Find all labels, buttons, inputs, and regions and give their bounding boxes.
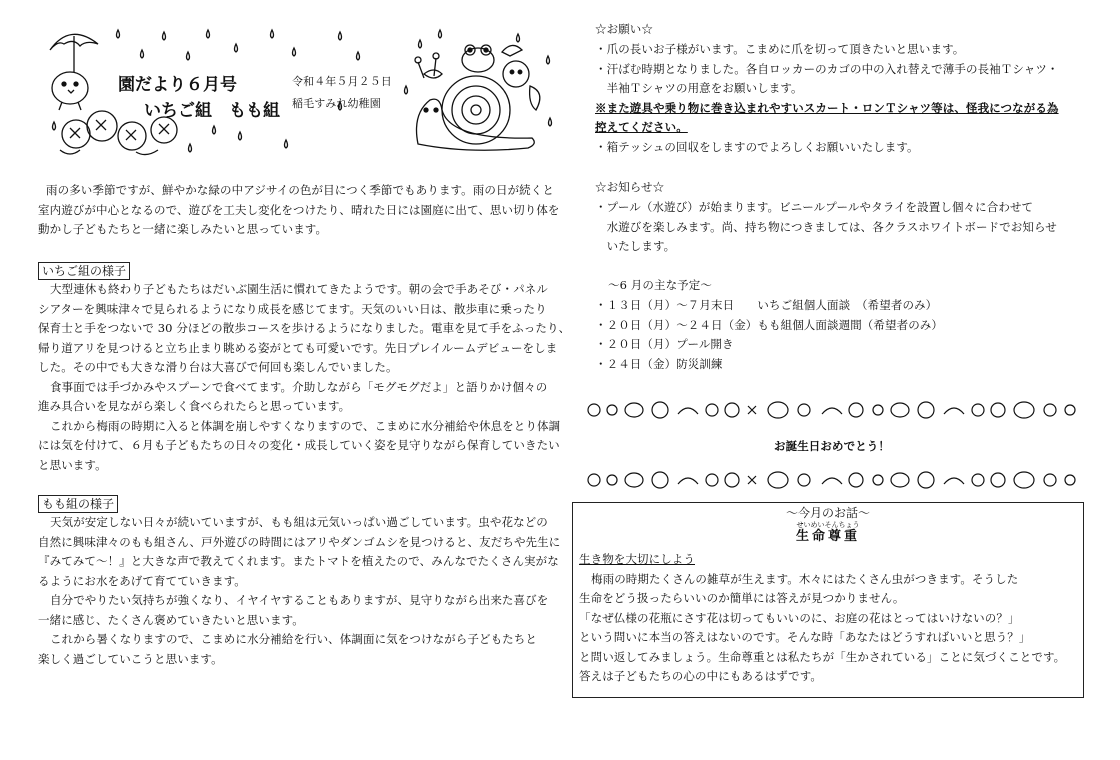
class-names: いちご組 もも組: [144, 101, 280, 121]
schedule-title: ～6 月の主な予定～: [608, 278, 712, 292]
request-warning-line: 控えてください。: [595, 120, 688, 134]
story-line: 答えは子どもたちの心の中にもあるはずです。: [579, 669, 823, 683]
notices-section: [595, 198, 1057, 257]
requests-heading: ☆お願い☆: [595, 22, 653, 36]
notice-line: ・プール（水遊び）が始まります。ビニールプールやタライを設置し個々に合わせて: [595, 200, 1034, 214]
story-title: 生命尊重: [795, 529, 860, 544]
notices-heading: ☆お知らせ☆: [595, 180, 665, 194]
schedule-item: ・２４日（金）防災訓練: [595, 356, 723, 371]
story-line: 生命をどう扱ったらいいのか簡単には答えが見つかりません。: [579, 591, 905, 605]
momo-section: [38, 513, 560, 669]
momo-line: 天気が安定しない日々が続いていますが、もも組は元気いっぱい過ごしています。虫や花などの: [50, 515, 548, 529]
momo-line: 『みてみて～！』と大きな声で教えてくれます。またトマトを植えたので、みんなでたくさん実がな: [38, 554, 559, 568]
ichigo-heading: いちご組の様子: [38, 262, 130, 280]
ichigo-line: 大型連休も終わり子どもたちはだいぶ園生活に慣れてきたようです。朝の会で手あそび・パネル: [50, 282, 548, 296]
ichigo-line: 進み具合いを見ながら楽しく食べられたらと思っています。: [38, 399, 351, 413]
schedule-item: ・２０日（月）～２４日（金）もも組個人面談週間（希望者のみ）: [595, 317, 943, 332]
intro-paragraph: [38, 181, 560, 240]
momo-line: るようにお水をあげて育てていきます。: [38, 573, 246, 588]
story-line: 梅雨の時期たくさんの雑草が生えます。木々にはたくさん虫がつきます。そうした: [591, 571, 1019, 586]
story-line: と問い返してみましょう。生命尊重とは私たちが「生かされている」ことに気づくことです。: [579, 649, 1066, 664]
ichigo-line: これから梅雨の時期に入ると体調を崩しやすくなりますので、こまめに水分補給や休息をとり体調: [50, 418, 561, 433]
newsletter-title: 園だより６月号: [118, 75, 237, 95]
intro-line: 雨の多い季節ですが、鮮やかな緑の中アジサイの色が目につく季節でもあります。雨の日が続くと: [46, 183, 554, 197]
ichigo-line: には気を付けて、６月も子どもたちの日々の変化・成長していく姿を見守りながら保育していきたい: [38, 438, 560, 452]
ichigo-section: [38, 280, 570, 475]
ichigo-line: と思います。: [38, 457, 107, 472]
momo-line: これから暑くなりますので、こまめに水分補給を行い、体調面に気をつけながら子どもたちと: [50, 632, 537, 646]
schedule-item: ・２０日（月）プール開き: [595, 337, 734, 351]
request-line: 半袖Ｔシャツの用意をお願いします。: [595, 81, 803, 95]
schedule-item: ・１３日（月）～７月末日 いちご組個人面談 （希望者のみ）: [595, 298, 938, 312]
ichigo-line: シアターを興味津々で見られるようになり成長を感じてます。天気のいい日は、散歩車に乗ったり: [38, 301, 547, 316]
snail-illustration: [398, 26, 558, 164]
birthday-message: お誕生日おめでとう！: [774, 439, 890, 453]
chick-flower-border-top: [582, 396, 1082, 426]
momo-line: 自然に興味津々のもも組さん、戸外遊びの時間にはアリやダンゴムシを見つけると、友だちや先生に: [38, 534, 561, 549]
story-subheading: 生き物を大切にしよう: [579, 552, 695, 566]
ichigo-line: した。その中でも大きな滑り台は大喜びで何回も楽しんでいました。: [38, 360, 398, 374]
ichigo-line: 保育士と手をつないで 30 分ほどの散歩コースを歩けるようになりました。電車を見て手をふったり、: [38, 321, 571, 335]
request-line: ・爪の長いお子様がいます。こまめに爪を切って頂きたいと思います。: [595, 42, 965, 56]
story-ruby: せいめいそんちょう: [796, 521, 860, 529]
momo-line: 楽しく過ごしていこうと思います。: [38, 651, 223, 666]
request-warning-line: ※また遊具や乗り物に巻き込まれやすいスカート・ロンＴシャツ等は、怪我につながる為: [595, 100, 1059, 115]
momo-heading: もも組の様子: [38, 495, 118, 513]
schedule-list: [595, 296, 943, 374]
notice-line: 水遊びを楽しみます。尚、持ち物につきましては、各クラスホワイトボードでお知らせ: [595, 219, 1057, 234]
issue-date: 令和４年５月２５日: [292, 75, 392, 88]
story-line: という問いに本当の答えはないのです。そんな時「あなたはどうすればいいと思う？」: [579, 630, 1031, 644]
momo-line: 一緒に感じ、たくさん褒めていきたいと思います。: [38, 612, 304, 627]
intro-line: 動かし子どもたちと一緒に楽しみたいと思っています。: [38, 222, 328, 236]
momo-line: 自分でやりたい気持ちが強くなり、イヤイヤすることもありますが、見守りながら出来た喜びを: [50, 593, 549, 607]
story-header: ～今月のお話～: [785, 506, 870, 520]
notice-line: いたします。: [595, 239, 676, 253]
request-line: ・箱テッシュの回収をしますのでよろしくお願いいたします。: [595, 139, 919, 154]
story-line: 「なぜ仏様の花瓶にさす花は切ってもいいのに、お庭の花はとってはいけないの？」: [579, 610, 1020, 625]
intro-line: 室内遊びが中心となるので、遊びを工夫し変化をつけたり、晴れた日には園庭に出て、思い切り体を: [38, 202, 560, 217]
story-box: [572, 502, 1084, 698]
requests-section: [595, 40, 1059, 157]
ichigo-line: 帰り道アリを見つけると立ち止まり眺める姿がとても可愛いです。先日プレイルームデビューをしま: [38, 340, 558, 355]
ichigo-line: 食事面では手づかみやスプーンで食べてます。介助しながら「モグモグだよ」と語りかけ個々の: [50, 379, 548, 394]
chick-flower-border-bottom: [582, 466, 1082, 496]
request-line: ・汗ばむ時期となりました。各自ロッカーのカゴの中の入れ替えで薄手の長袖Ｔシャツ・: [595, 61, 1059, 76]
school-name: 稲毛すみれ幼稚園: [292, 97, 381, 110]
